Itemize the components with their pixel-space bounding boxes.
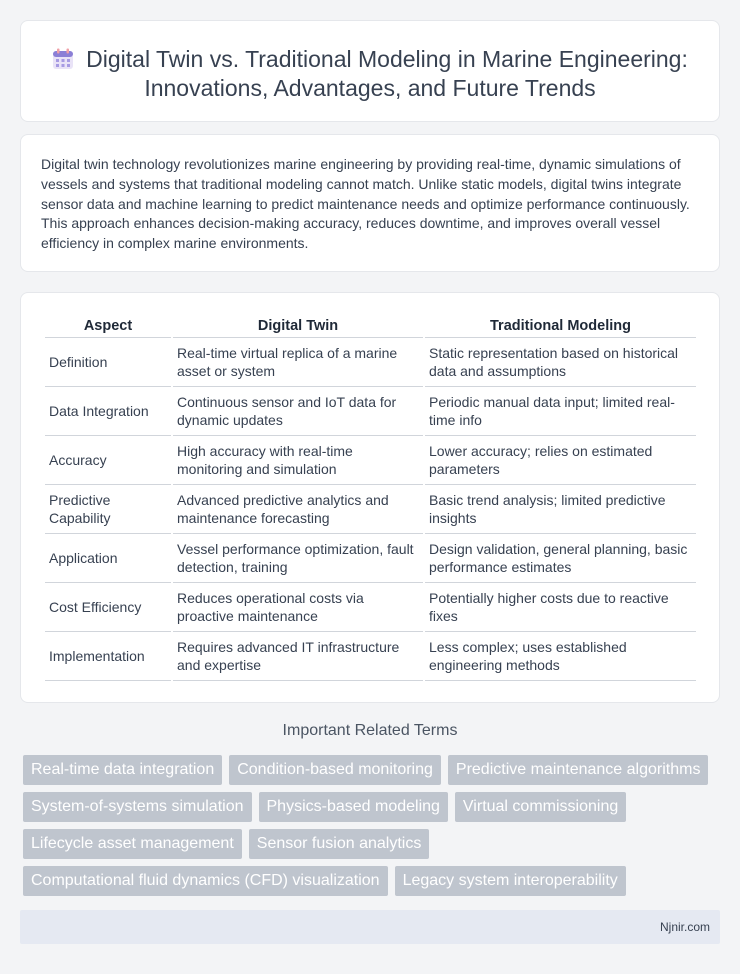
- related-terms-row: [23, 755, 723, 785]
- related-term-tag[interactable]: Physics-based modeling: [259, 792, 448, 822]
- table-cell-aspect: Data Integration: [45, 387, 171, 436]
- related-term-tag[interactable]: Lifecycle asset management: [23, 829, 242, 859]
- related-terms-list: [23, 755, 723, 903]
- table-cell-digital-twin: Reduces operational costs via proactive maintenance: [173, 583, 423, 632]
- related-term-tag[interactable]: Condition-based monitoring: [229, 755, 441, 785]
- calendar-icon: [52, 48, 74, 70]
- table-row: [45, 534, 696, 583]
- title-card: [20, 20, 720, 122]
- header-aspect: Aspect: [45, 315, 171, 338]
- related-terms-title: Important Related Terms: [282, 722, 458, 739]
- table-cell-digital-twin: Advanced predictive analytics and maintenance forecasting: [173, 485, 423, 534]
- table-header-row: [45, 315, 696, 338]
- table-row: [45, 632, 696, 681]
- related-terms-row: [23, 866, 723, 896]
- page-title: [51, 45, 689, 103]
- table-cell-traditional-modeling: Potentially higher costs due to reactive fixes: [425, 583, 696, 632]
- table-cell-aspect: Accuracy: [45, 436, 171, 485]
- table-row: [45, 436, 696, 485]
- comparison-table-card: [20, 292, 720, 703]
- table-cell-digital-twin: Real-time virtual replica of a marine asset or system: [173, 338, 423, 387]
- table-cell-traditional-modeling: Static representation based on historical data and assumptions: [425, 338, 696, 387]
- page-title-text: Digital Twin vs. Traditional Modeling in Marine Engineering: Innovations, Advantages, and Future Trends: [86, 46, 688, 101]
- related-term-tag[interactable]: Virtual commissioning: [455, 792, 626, 822]
- footer: [20, 910, 720, 944]
- intro-card: [20, 134, 720, 272]
- table-cell-digital-twin: Vessel performance optimization, fault detection, training: [173, 534, 423, 583]
- header-digital-twin: Digital Twin: [173, 315, 423, 338]
- table-cell-digital-twin: High accuracy with real-time monitoring and simulation: [173, 436, 423, 485]
- related-terms-row: [23, 792, 723, 822]
- table-cell-aspect: Application: [45, 534, 171, 583]
- table-cell-aspect: Definition: [45, 338, 171, 387]
- table-row: [45, 583, 696, 632]
- header-traditional-modeling: Traditional Modeling: [425, 315, 696, 338]
- related-term-tag[interactable]: Sensor fusion analytics: [249, 829, 430, 859]
- table-cell-aspect: Implementation: [45, 632, 171, 681]
- related-term-tag[interactable]: Computational fluid dynamics (CFD) visualization: [23, 866, 388, 896]
- table-cell-digital-twin: Continuous sensor and IoT data for dynamic updates: [173, 387, 423, 436]
- table-row: [45, 338, 696, 387]
- table-cell-traditional-modeling: Less complex; uses established engineering methods: [425, 632, 696, 681]
- table-cell-traditional-modeling: Lower accuracy; relies on estimated parameters: [425, 436, 696, 485]
- table-cell-traditional-modeling: Design validation, general planning, basic performance estimates: [425, 534, 696, 583]
- related-term-tag[interactable]: Real-time data integration: [23, 755, 222, 785]
- table-row: [45, 485, 696, 534]
- table-cell-aspect: Predictive Capability: [45, 485, 171, 534]
- table-cell-traditional-modeling: Basic trend analysis; limited predictive insights: [425, 485, 696, 534]
- related-term-tag[interactable]: Predictive maintenance algorithms: [448, 755, 709, 785]
- table-row: [45, 387, 696, 436]
- table-cell-traditional-modeling: Periodic manual data input; limited real-time info: [425, 387, 696, 436]
- related-terms-row: [23, 829, 723, 859]
- table-cell-digital-twin: Requires advanced IT infrastructure and expertise: [173, 632, 423, 681]
- related-term-tag[interactable]: Legacy system interoperability: [395, 866, 626, 896]
- intro-paragraph: Digital twin technology revolutionizes marine engineering by providing real-time, dynamic simulations of vessels and systems that traditional modeling cannot match. Unlike static models, digital twins integrate sensor data and machine learning to predict maintenance needs and optimize performance continuously. This approach enhances decision-making accuracy, reduces downtime, and improves overall vessel efficiency in complex marine environments.: [41, 156, 690, 252]
- table-cell-aspect: Cost Efficiency: [45, 583, 171, 632]
- related-term-tag[interactable]: System-of-systems simulation: [23, 792, 252, 822]
- footer-source[interactable]: Njnir.com: [659, 920, 710, 934]
- comparison-table: [43, 315, 698, 681]
